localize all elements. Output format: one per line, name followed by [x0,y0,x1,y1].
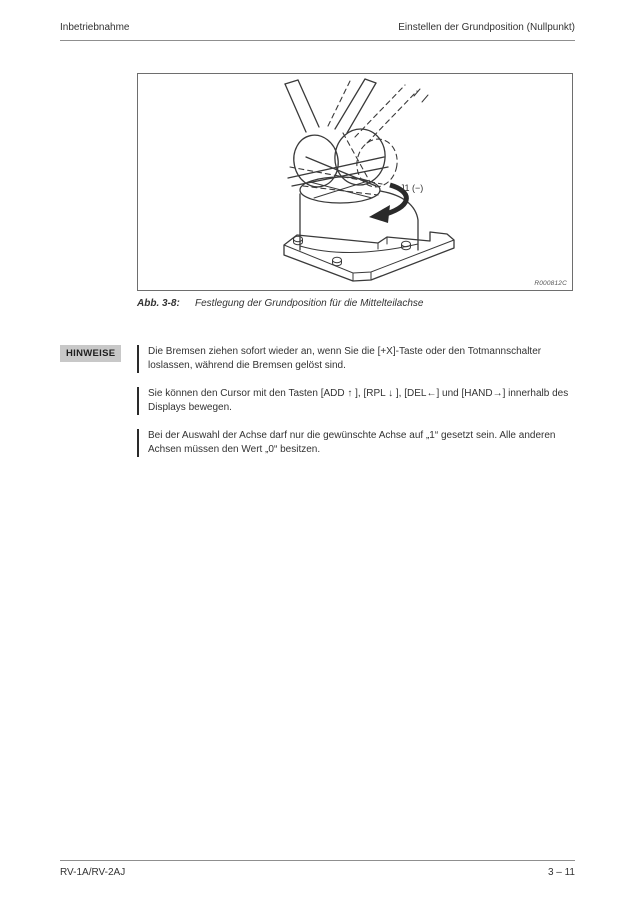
figure-caption-text: Festlegung der Grundposition für die Mittelteilachse [195,298,424,309]
figure-caption-number: Abb. 3-8: [137,298,180,309]
figure-box [137,73,573,291]
note-item: Die Bremsen ziehen sofort wieder an, wenn Sie die [+X]-Taste oder den Totmannschalter loslassen, während die Bremsen gelöst sind. [137,345,577,373]
joint-label: J1 (−) [400,183,424,193]
base-plate [284,232,454,281]
page-header [60,22,575,41]
page-footer [60,860,575,879]
figure-caption [137,298,423,309]
note-item: Bei der Auswahl der Achse darf nur die gewünschte Achse auf „1“ gesetzt sein. Alle anderen Achsen müssen den Wert „0“ besitzen. [137,429,577,457]
footer-model: RV-1A/RV-2AJ [60,867,126,878]
hinweise-label: HINWEISE [60,345,121,362]
arm-lines-solid [285,79,376,133]
note-item: Sie können den Cursor mit den Tasten [ADD ↑ ], [RPL ↓ ], [DEL←] und [HAND→] innerhalb des Displays bewegen. [137,387,577,415]
figure-ref: R000812C [534,280,567,287]
header-chapter-title: Einstellen der Grundposition (Nullpunkt) [398,22,575,33]
footer-page-number: 3 – 11 [547,867,575,878]
robot-base-illustration [138,74,572,290]
shoulder-housing [288,126,401,191]
notes-list [137,345,577,471]
header-section-title: Inbetriebnahme [60,22,130,33]
